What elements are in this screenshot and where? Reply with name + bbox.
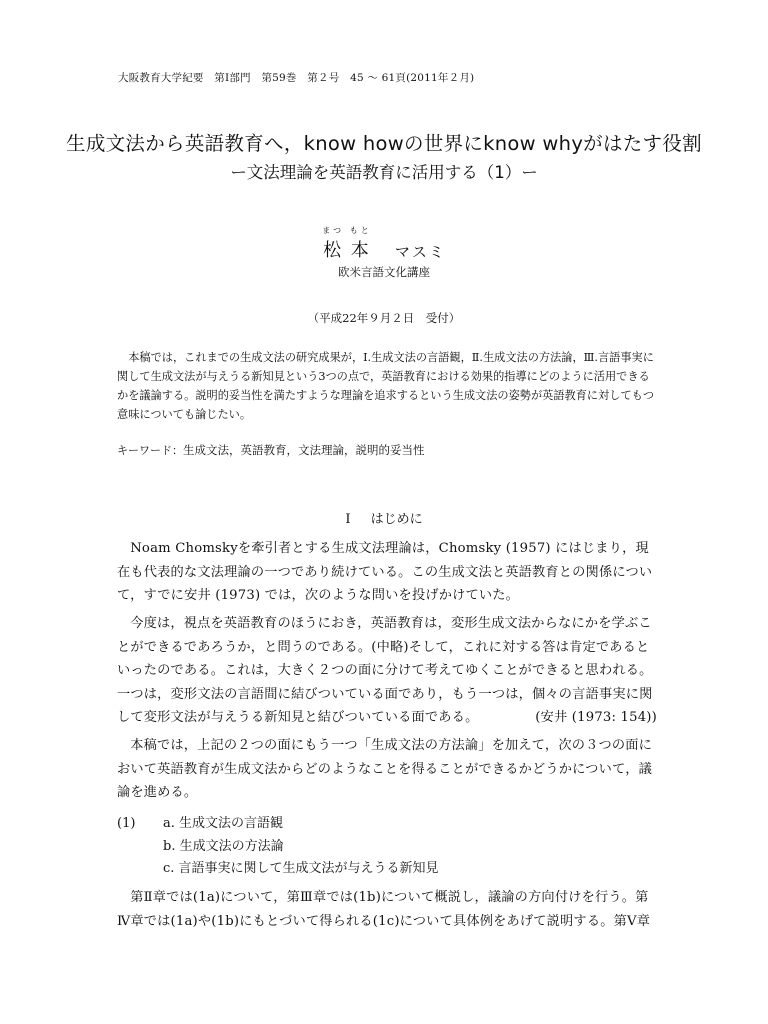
list-item: c. 言語事実に関して生成文法が与えうる新知見 bbox=[163, 861, 439, 876]
section-number: Ⅰ bbox=[345, 512, 351, 527]
list-row bbox=[117, 813, 439, 836]
body-paragraph-2: 本稿では，上記の２つの面にもう一つ「生成文法の方法論」を加えて，次の３つの面において英語教育が生成文法からどのようなことを得ることができるかどうかについて，議論を進める。 bbox=[117, 738, 653, 800]
list-item: a. 生成文法の言語観 bbox=[163, 816, 284, 831]
section-heading bbox=[0, 508, 768, 527]
author-name-kanji-with-ruby bbox=[322, 226, 372, 262]
body-paragraph-1: Noam Chomskyを牽引者とする生成文法理論は，Chomsky (1957) にはじまり，現在も代表的な文法理論の一つであり続けている。この生成文法と英語教育との関係について，すでに安井 (1973) では，次のような問いを投げかけていた。 bbox=[117, 541, 653, 603]
section-title: はじめに bbox=[370, 512, 423, 527]
list-number-spacer bbox=[117, 836, 163, 859]
abstract: 本稿では，これまでの生成文法の研究成果が，Ⅰ.生成文法の言語観，Ⅱ.生成文法の方法論，Ⅲ.言語事実に関して生成文法が与えうる新知見という3つの点で，英語教育における効果的指導にどのように活用できるかを議論する。説明的妥当性を満たすような理論を追求するという生成文法の姿勢が英語教育に対してもつ意味についても論じたい。 bbox=[117, 351, 655, 421]
list-row bbox=[117, 858, 439, 881]
block-quote bbox=[117, 612, 657, 730]
author-block bbox=[0, 226, 768, 262]
body-paragraph-3: 第Ⅱ章では(1a)について，第Ⅲ章では(1b)について概説し，議論の方向付けを行う。第Ⅳ章では(1a)や(1b)にもとづいて得られる(1c)について具体例をあげて説明する。第Ⅴ章 bbox=[117, 890, 651, 929]
block-quote-text: 今度は，視点を英語教育のほうにおき，英語教育は，変形生成文法からなにかを学ぶことができるであろうか，と問うのである。(中略)そして，これに対する答は肯定であるといったのである。これは，大きく２つの面に分けて考えてゆくことができると思われる。一つは，変形文法の言語間に結びついている面であり，もう一つは，個々の言語事実に関して変形文法が与えうる新知見と結びついている面である。 bbox=[117, 616, 653, 725]
list-row bbox=[117, 836, 439, 859]
list-number: (1) bbox=[117, 816, 136, 831]
list-number-spacer bbox=[117, 858, 163, 881]
keywords-label: キーワード： bbox=[117, 444, 183, 457]
keywords-value: 生成文法，英語教育，文法理論，説明的妥当性 bbox=[183, 443, 425, 457]
received-date: （平成22年９月２日 受付） bbox=[307, 311, 461, 325]
author-affiliation: 欧米言語文化講座 bbox=[338, 265, 430, 279]
journal-header: 大阪教育大学紀要 第Ⅰ部門 第59巻 第２号 45 ～ 61頁(2011年２月) bbox=[118, 72, 475, 84]
example-list bbox=[117, 813, 439, 881]
author-name-kana: マスミ bbox=[394, 243, 446, 261]
author-name-kanji: 松 本 bbox=[323, 240, 371, 261]
keywords bbox=[117, 442, 425, 458]
block-quote-citation: (安井 (1973: 154)) bbox=[535, 710, 657, 725]
author-ruby: まつ もと bbox=[322, 226, 372, 235]
paper-subtitle: ー文法理論を英語教育に活用する（1）ー bbox=[230, 163, 538, 182]
list-item: b. 生成文法の方法論 bbox=[163, 838, 284, 854]
paper-title: 生成文法から英語教育へ，know howの世界にknow whyがはたす役割 bbox=[66, 132, 702, 155]
